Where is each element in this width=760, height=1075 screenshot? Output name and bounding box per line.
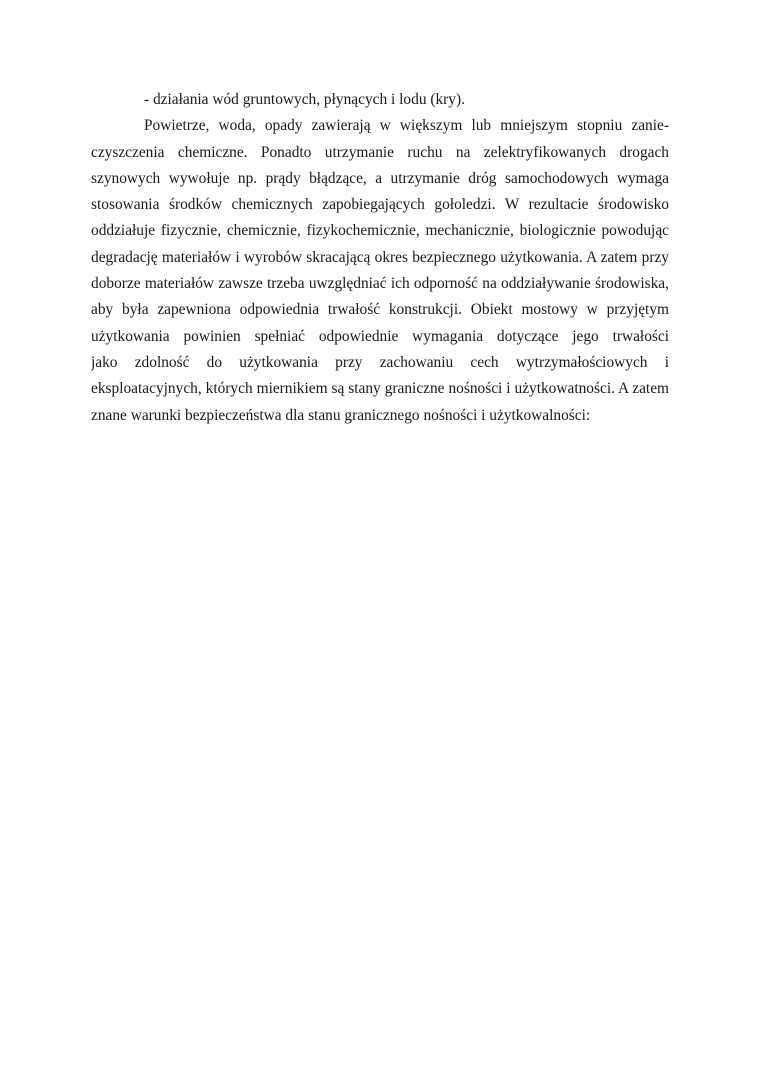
paragraph-line: jako zdolność do użytkowania przy zachowaniu cech wytrzymałościowych i <box>91 353 669 371</box>
paragraph-line: stosowania środków chemicznych zapobiegających gołoledzi. W rezultacie środowisko <box>91 196 669 214</box>
paragraph-line: degradację materiałów i wyrobów skracającą okres bezpiecznego użytkowania. A zatem przy <box>91 248 669 266</box>
body-text <box>91 87 669 429</box>
paragraph-line: oddziałuje fizycznie, chemicznie, fizykochemicznie, mechanicznie, biologicznie powodując <box>91 222 669 240</box>
paragraph-last-line: znane warunki bezpieczeństwa dla stanu granicznego nośności i użytkowalności: <box>91 406 591 424</box>
paragraph-line: szynowych wywołuje np. prądy błądzące, a utrzymanie dróg samochodowych wymaga <box>91 169 669 187</box>
paragraph-line: eksploatacyjnych, których miernikiem są stany graniczne nośności i użytkowatności. A zatem <box>91 380 669 398</box>
paragraph-line: czyszczenia chemiczne. Ponadto utrzymanie ruchu na zelektryfikowanych drogach <box>91 143 669 161</box>
list-item-line: - działania wód gruntowych, płynących i lodu (kry). <box>144 91 465 108</box>
paragraph-line: doborze materiałów zawsze trzeba uwzględniać ich odporność na oddziaływanie środowiska, <box>91 275 669 293</box>
paragraph-line: użytkowania powinien spełniać odpowiednie wymagania dotyczące jego trwałości <box>91 327 669 345</box>
paragraph-line: aby była zapewniona odpowiednia trwałość konstrukcji. Obiekt mostowy w przyjętym <box>91 301 669 319</box>
paragraph-line: Powietrze, woda, opady zawierają w większym lub mniejszym stopniu zanie- <box>144 117 669 135</box>
